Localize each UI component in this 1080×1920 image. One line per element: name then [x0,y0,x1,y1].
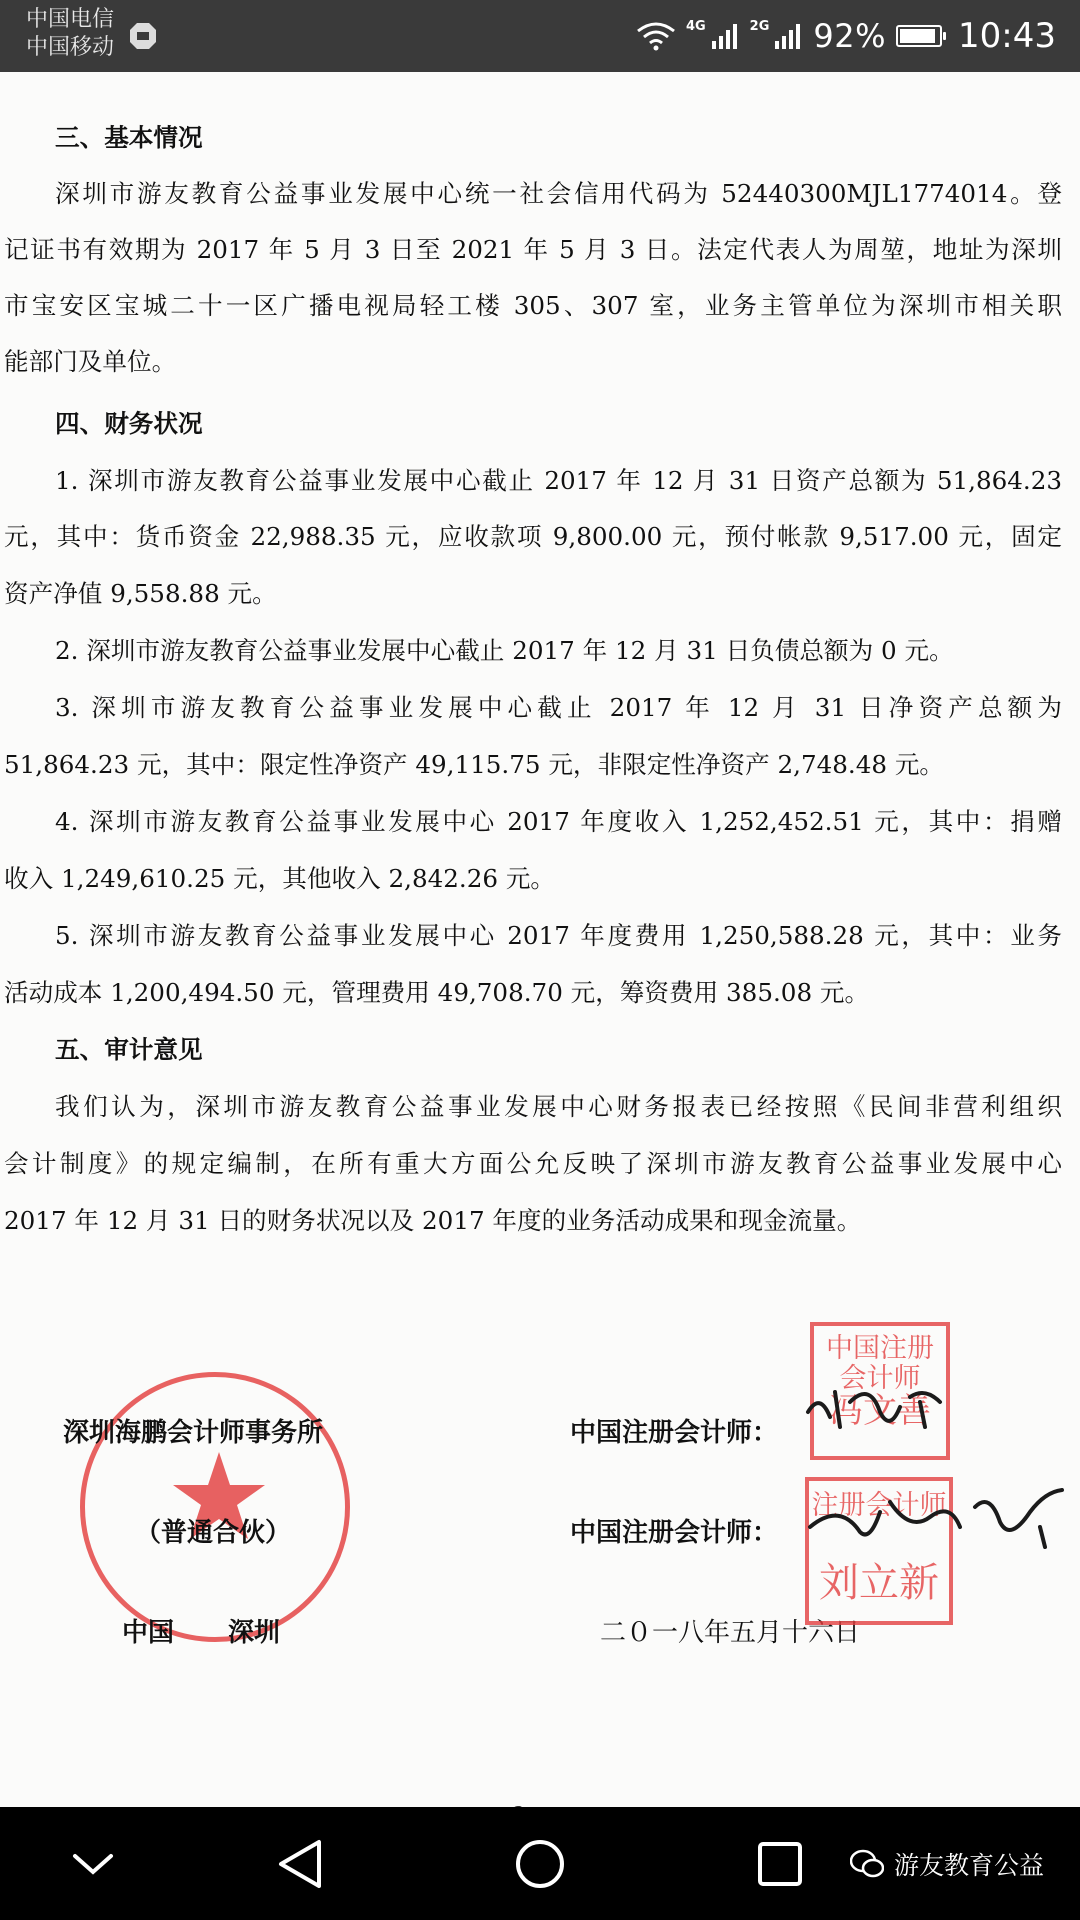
section-heading-opinion: 五、审计意见 [55,1035,203,1064]
carrier-names [26,6,114,62]
recents-square-icon [757,1841,803,1887]
cpa-label-1: 中国注册会计师： [570,1418,779,1448]
hide-nav-button[interactable] [48,1807,138,1920]
network-type-2: 2G [749,18,770,34]
audit-firm-name: 深圳海鹏会计师事务所 [63,1418,324,1448]
paragraph-line: 2. 深圳市游友教育公益事业发展中心截止 2017 年 12 月 31 日负债总额为 0 元。 [55,636,954,665]
stamp-line: 会计师 [839,1362,921,1394]
section-heading-basic: 三、基本情况 [55,123,203,152]
recents-button[interactable] [730,1807,830,1920]
home-circle-icon [514,1838,566,1890]
report-date: 二０一八年五月十六日 [600,1618,861,1648]
section-heading-finance: 四、财务状况 [55,409,203,438]
signal-icon [710,21,740,51]
signature-liu [800,1472,1070,1562]
navigation-bar [0,1807,1080,1920]
paragraph-line: 2017 年 12 月 31 日的财务状况以及 2017 年度的业务活动成果和现金流量。 [4,1206,862,1235]
paragraph-line: 能部门及单位。 [4,347,177,376]
stamp-line: 注册会计师 [811,1490,947,1521]
wechat-icon [850,1849,884,1879]
cpa-label-2: 中国注册会计师： [570,1518,779,1548]
wifi-icon [636,21,676,51]
paragraph-line: 1. 深圳市游友教育公益事业发展中心截止 2017 年 12 月 31 日资产总额为 51,864.23 [55,466,1062,495]
paragraph-line: 收入 1,249,610.25 元，其他收入 2,842.26 元。 [4,864,556,893]
paragraph-line: 深圳市游友教育公益事业发展中心统一社会信用代码为 52440300MJL1774014。登 [55,179,1062,208]
stamp-name: 冯文善 [829,1391,931,1432]
home-button[interactable] [490,1807,590,1920]
stamp-name: 刘立新 [819,1559,939,1606]
paragraph-line: 元，其中：货币资金 22,988.35 元，应收款项 9,800.00 元，预付帐款 9,517.00 元，固定 [4,522,1062,551]
back-button[interactable] [250,1807,350,1920]
hd-call-icon [128,21,158,51]
battery-level-fill [900,29,935,43]
signal-icon-2 [773,21,803,51]
paragraph-line: 记证书有效期为 2017 年 5 月 3 日至 2021 年 5 月 3 日。法定代表人为周堃，地址为深圳 [4,235,1062,264]
carrier-1: 中国电信 [26,7,115,32]
location-city: 深圳 [228,1618,281,1648]
network-type-1: 4G [685,18,706,34]
status-bar [0,0,1080,72]
audit-firm-type: （普通合伙） [135,1518,292,1548]
paragraph-line: 活动成本 1,200,494.50 元，管理费用 49,708.70 元，筹资费用 385.08 元。 [4,978,870,1007]
stamp-line: 中国注册 [826,1333,934,1364]
location-country: 中国 [122,1618,175,1648]
wechat-watermark [850,1807,1044,1920]
back-triangle-icon [275,1838,325,1890]
watermark-text: 游友教育公益 [893,1850,1044,1880]
paragraph-line: 市宝安区宝城二十一区广播电视局轻工楼 305、307 室，业务主管单位为深圳市相关职 [4,291,1062,320]
signature-feng [800,1372,960,1442]
paragraph-line: 51,864.23 元，其中：限定性净资产 49,115.75 元，非限定性净资产 2,748.48 元。 [4,750,945,779]
paragraph-line: 5. 深圳市游友教育公益事业发展中心 2017 年度费用 1,250,588.28 元，其中：业务 [55,921,1062,950]
clock: 10:43 [958,16,1056,56]
paragraph-line: 我们认为，深圳市游友教育公益事业发展中心财务报表已经按照《民间非营利组织 [55,1092,1062,1121]
chevron-down-icon [71,1850,115,1878]
battery-icon [896,25,942,47]
paragraph-line: 3. 深圳市游友教育公益事业发展中心截止 2017 年 12 月 31 日净资产总额为 [55,693,1062,722]
paragraph-line: 会计制度》的规定编制，在所有重大方面公允反映了深圳市游友教育公益事业发展中心 [4,1149,1062,1178]
paragraph-line: 资产净值 9,558.88 元。 [4,579,277,608]
scanned-document [0,72,1080,1807]
paragraph-line: 4. 深圳市游友教育公益事业发展中心 2017 年度收入 1,252,452.51 元，其中：捐赠 [55,807,1062,836]
carrier-2: 中国移动 [26,35,115,60]
battery-percent: 92% [813,17,887,55]
